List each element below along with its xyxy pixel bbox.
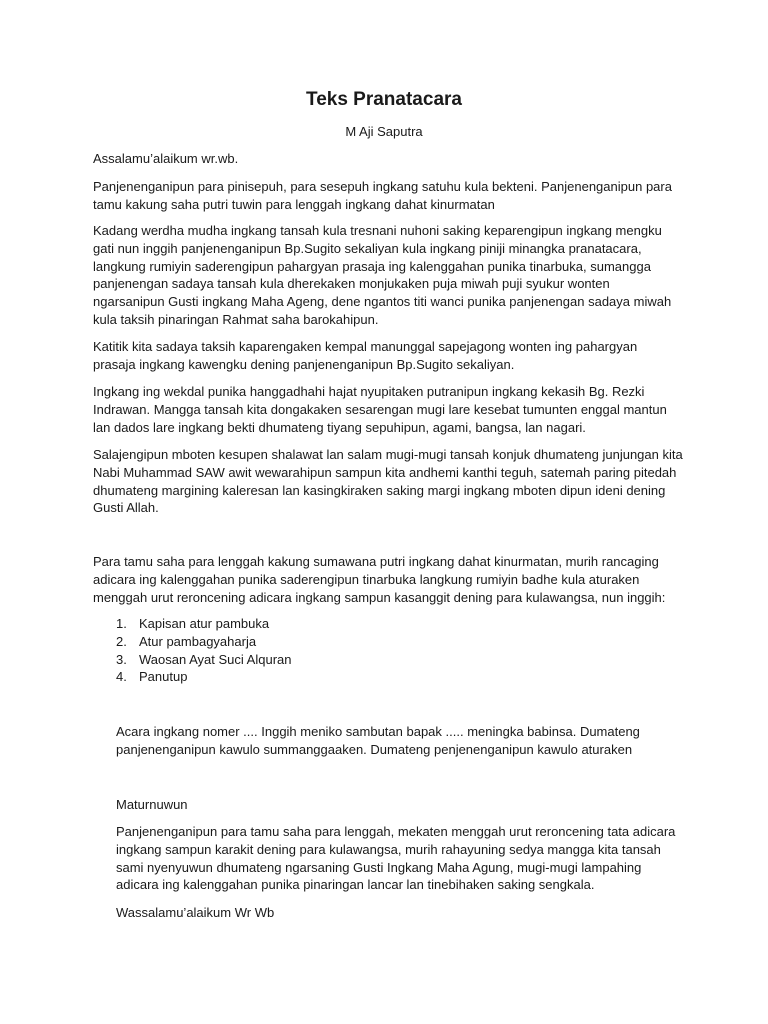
closing-greeting: Wassalamu’alaikum Wr Wb	[116, 905, 275, 920]
document-author: M Aji Saputra	[345, 124, 423, 139]
list-item-number: 4.	[116, 669, 127, 685]
list-item	[116, 633, 676, 651]
list-item	[116, 668, 676, 686]
paragraph-6: Para tamu saha para lenggah kakung sumawana putri ingkang dahat kinurmatan, murih rancaging adicara ing kalenggahan punika saderengipun tinarbuka langkung rumiyin badhe kula aturaken menggah urut reroncening adicara ingkang sampun kasanggit dening para kulawangsa, nun inggih:	[93, 554, 666, 605]
paragraph-5: Salajengipun mboten kesupen shalawat lan salam mugi-mugi tansah konjuk dhumateng junjungan kita Nabi Muhammad SAW awit wewarahipun sampun kita andhemi kanthi teguh, satemah paring pitedah dhumateng margining kaleresan lan kasingkiraken saking margi ingkang mboten dipun ideni dening Gusti Allah.	[93, 447, 683, 516]
paragraph-3: Katitik kita sadaya taksih kaparengaken kempal manunggal sapejagong wonten ing pahargyan prasaja ingkang kawengku dening panjenenganipun Bp.Sugito sekaliyan.	[93, 339, 638, 372]
paragraph-2: Kadang werdha mudha ingkang tansah kula tresnani nuhoni saking keparengipun ingkang mengku gati nun inggih panjenenganipun Bp.Sugito sekaliyan kula ingkang piniji minangka pranatacara, langkung rumiyin saderengipun pahargyan prasaja ing kalenggahan punika tinarbuka, sumangga panjenengan sadaya tansah kula dherekaken monjukaken puja miwah puji syukur wonten ngarsanipun Gusti ingkang Maha Ageng, dene ngantos titi wanci punika panjenengan sadaya miwah kula taksih pinaringan Rahmat saha barokahipun.	[93, 223, 672, 327]
list-item	[116, 651, 676, 669]
paragraph-1: Panjenenganipun para pinisepuh, para sesepuh ingkang satuhu kula bekteni. Panjenenganipun para tamu kakung saha putri tuwin para lenggah ingkang dahat kinurmatan	[93, 179, 672, 212]
list-item-number: 3.	[116, 651, 127, 667]
acara-paragraph: Acara ingkang nomer .... Inggih meniko sambutan bapak ..... meningka babinsa. Dumateng panjenenganipun kawulo summanggaaken. Dumateng penjenenganipun kawulo aturaken	[116, 724, 640, 757]
maturnuwun-text: Maturnuwun	[116, 797, 188, 812]
document-title: Teks Pranatacara	[306, 89, 462, 110]
list-item-text: Waosan Ayat Suci Alquran	[139, 651, 292, 667]
paragraph-4: Ingkang ing wekdal punika hanggadhahi hajat nyupitaken putranipun ingkang kekasih Bg. Rezki Indrawan. Mangga tansah kita dongakaken sesarengan mugi lare kesebat tumunten enggal mantun lan dados lare ingkang bekti dhumateng tiyang sepuhipun, agami, bangsa, lan nagari.	[93, 384, 667, 435]
opening-greeting: Assalamu’alaikum wr.wb.	[93, 151, 239, 166]
list-item-text: Atur pambagyaharja	[139, 633, 257, 649]
list-item-number: 2.	[116, 633, 127, 649]
agenda-list	[116, 615, 676, 686]
list-item-text: Kapisan atur pambuka	[139, 616, 270, 631]
list-item	[116, 615, 676, 633]
list-item-number: 1.	[116, 616, 127, 631]
closing-paragraph: Panjenenganipun para tamu saha para lenggah, mekaten menggah urut reroncening tata adicara ingkang sampun karakit dening para kulawangsa, murih rahayuning sedya mangga kita tansah sami nyenyuwun dhumateng ngarsaning Gusti Ingkang Maha Agung, mugi-mugi lampahing adicara ing kalenggahan punika pinaringan lancar lan tinebihaken saking sengkala.	[116, 824, 676, 893]
list-item-text: Panutup	[139, 669, 188, 685]
